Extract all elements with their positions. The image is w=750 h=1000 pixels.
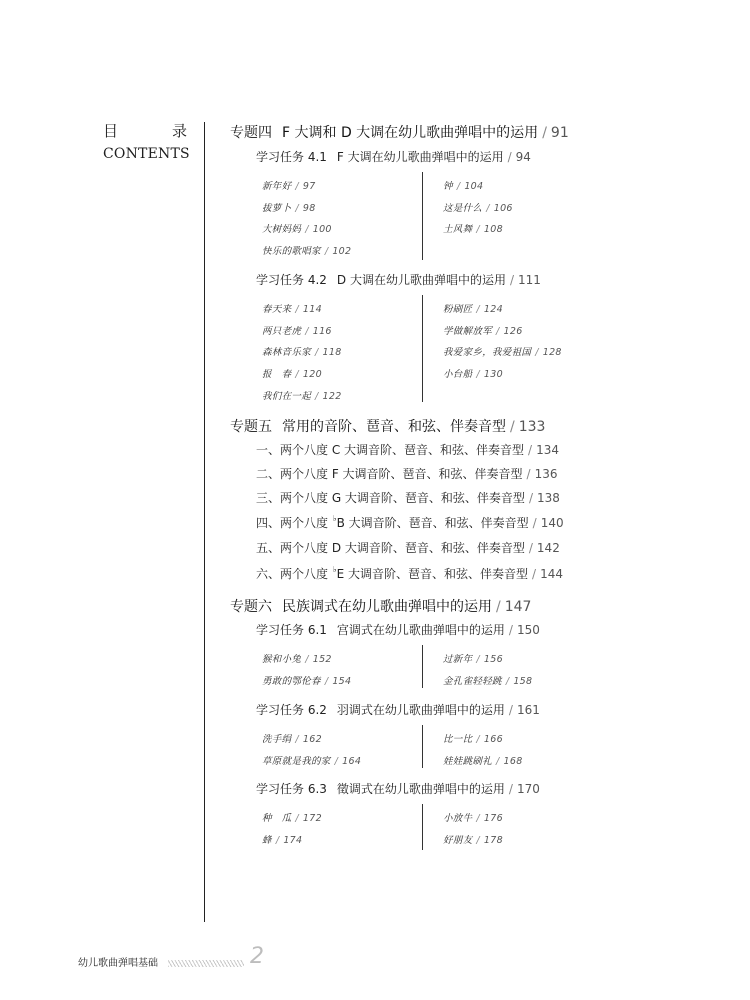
separator: / bbox=[476, 734, 480, 745]
task-label: 学习任务 6.3 bbox=[256, 782, 327, 796]
column-divider bbox=[422, 172, 423, 260]
separator: / bbox=[295, 734, 299, 745]
song-title: 新年好 bbox=[262, 181, 292, 192]
flat-sign: ♭ bbox=[332, 514, 337, 523]
scale-entry[interactable] bbox=[256, 565, 563, 582]
column-divider bbox=[422, 295, 423, 402]
page-number: 104 bbox=[464, 181, 484, 192]
task-title: 徵调式在幼儿歌曲弹唱中的运用 bbox=[336, 782, 505, 796]
song-title: 小台船 bbox=[443, 369, 473, 381]
entry-title: 六、两个八度 bbox=[256, 567, 332, 581]
separator: / bbox=[295, 813, 299, 824]
separator: / bbox=[295, 202, 299, 214]
scale-entry[interactable] bbox=[256, 465, 558, 482]
task-heading[interactable]: 学习任务 4.1 F 大调在幼儿歌曲弹唱中的运用 / 94 bbox=[256, 150, 531, 164]
song-title: 娃娃跳刷礼 bbox=[443, 755, 493, 767]
page-number: 134 bbox=[536, 443, 559, 457]
song-entry[interactable] bbox=[262, 301, 322, 315]
separator: / bbox=[476, 304, 480, 315]
task-heading[interactable]: 学习任务 6.1 宫调式在幼儿歌曲弹唱中的运用 / 150 bbox=[256, 623, 540, 637]
page-number: 147 bbox=[504, 599, 532, 615]
song-title: 学做解放军 bbox=[443, 325, 493, 337]
page-number: 111 bbox=[518, 273, 541, 287]
song-title: 小放牛 bbox=[443, 813, 473, 824]
song-title: 两只老虎 bbox=[262, 325, 302, 337]
separator: / bbox=[476, 813, 480, 824]
page-number: 116 bbox=[312, 325, 332, 337]
song-title: 土风舞 bbox=[443, 224, 473, 236]
song-title: 这是什么 bbox=[443, 202, 483, 214]
page-number: 120 bbox=[302, 369, 322, 381]
song-entry[interactable] bbox=[443, 810, 503, 824]
separator: / bbox=[315, 390, 319, 402]
separator: / bbox=[528, 491, 533, 505]
page-number: 138 bbox=[536, 491, 560, 505]
footer-page-number: 2 bbox=[250, 944, 264, 969]
page-number: 176 bbox=[483, 813, 503, 824]
entry-title-rest: E 大调音阶、琶音、和弦、伴奏音型 bbox=[336, 567, 529, 581]
entry-title: 五、两个八度 D 大调音阶、琶音、和弦、伴奏音型 bbox=[256, 541, 525, 555]
song-title: 过新年 bbox=[443, 654, 473, 665]
scale-entry[interactable] bbox=[256, 514, 564, 531]
separator: / bbox=[324, 675, 329, 687]
column-divider bbox=[422, 804, 423, 850]
separator: / bbox=[305, 325, 309, 337]
task-heading[interactable]: 学习任务 6.3 徵调式在幼儿歌曲弹唱中的运用 / 170 bbox=[256, 782, 540, 796]
song-entry[interactable] bbox=[262, 810, 322, 824]
separator: / bbox=[532, 516, 537, 530]
song-title: 钟 bbox=[443, 181, 453, 192]
task-label: 学习任务 6.1 bbox=[256, 623, 327, 637]
separator: / bbox=[532, 567, 537, 581]
separator: / bbox=[528, 443, 533, 457]
song-entry[interactable] bbox=[443, 200, 513, 214]
song-title: 快乐的歌唱家 bbox=[262, 246, 321, 258]
page-number: 124 bbox=[483, 304, 503, 315]
song-title: 大树妈妈 bbox=[262, 224, 302, 236]
toc-title-right: 录 bbox=[171, 122, 187, 140]
song-entry[interactable] bbox=[262, 344, 342, 358]
column-divider bbox=[422, 645, 423, 688]
page-number: 154 bbox=[332, 675, 352, 687]
separator: / bbox=[305, 654, 309, 665]
page-number: 136 bbox=[534, 467, 558, 481]
song-entry[interactable] bbox=[443, 753, 523, 767]
page-number: 152 bbox=[312, 654, 332, 665]
page-number: 144 bbox=[540, 567, 563, 581]
topic-title: F 大调和 D 大调在幼儿歌曲弹唱中的运用 bbox=[282, 125, 539, 141]
scale-entry[interactable] bbox=[256, 441, 559, 458]
page-number: 156 bbox=[483, 654, 503, 665]
song-title: 洗手绢 bbox=[262, 734, 292, 745]
topic-title: 民族调式在幼儿歌曲弹唱中的运用 bbox=[282, 599, 492, 615]
song-title: 拔萝卜 bbox=[262, 202, 292, 214]
task-title: 羽调式在幼儿歌曲弹唱中的运用 bbox=[336, 703, 505, 717]
entry-title-rest: B 大调音阶、琶音、和弦、伴奏音型 bbox=[336, 516, 529, 530]
song-title: 种 瓜 bbox=[262, 813, 292, 824]
page-number: 97 bbox=[302, 181, 316, 192]
entry-title: 一、两个八度 C 大调音阶、琶音、和弦、伴奏音型 bbox=[256, 443, 525, 457]
song-entry[interactable] bbox=[443, 344, 562, 358]
song-entry[interactable] bbox=[443, 731, 503, 745]
task-title: F 大调在幼儿歌曲弹唱中的运用 bbox=[336, 150, 504, 164]
task-heading[interactable]: 学习任务 6.2 羽调式在幼儿歌曲弹唱中的运用 / 161 bbox=[256, 703, 540, 717]
page-number: 178 bbox=[483, 834, 503, 846]
task-label: 学习任务 6.2 bbox=[256, 703, 327, 717]
page-number: 166 bbox=[483, 734, 503, 745]
separator: / bbox=[305, 224, 309, 236]
flat-sign: ♭ bbox=[332, 565, 337, 574]
separator: / bbox=[275, 834, 280, 846]
task-title: D 大调在幼儿歌曲弹唱中的运用 bbox=[336, 273, 506, 287]
entry-title: 四、两个八度 bbox=[256, 516, 332, 530]
page-number: 91 bbox=[550, 125, 569, 141]
page-number: 140 bbox=[540, 516, 564, 530]
song-entry[interactable] bbox=[262, 200, 316, 214]
topic-label: 专题六 bbox=[230, 599, 272, 615]
topic-label: 专题五 bbox=[230, 419, 272, 435]
vertical-rule bbox=[204, 122, 205, 922]
page-number: 114 bbox=[302, 304, 322, 315]
song-entry[interactable] bbox=[443, 178, 483, 192]
song-entry[interactable] bbox=[262, 673, 351, 687]
page-number: 106 bbox=[493, 202, 513, 214]
song-title: 好朋友 bbox=[443, 834, 473, 846]
topic-heading[interactable]: 专题四 F 大调和 D 大调在幼儿歌曲弹唱中的运用 / 91 bbox=[230, 125, 569, 141]
topic-title: 常用的音阶、琶音、和弦、伴奏音型 bbox=[282, 419, 506, 435]
toc-title-left: 目 bbox=[103, 122, 119, 140]
song-entry[interactable] bbox=[262, 323, 332, 337]
page-number: 133 bbox=[518, 419, 546, 435]
page-number: 168 bbox=[503, 755, 523, 767]
song-entry[interactable] bbox=[443, 651, 503, 665]
song-title: 森林音乐家 bbox=[262, 347, 312, 359]
song-entry[interactable] bbox=[443, 221, 503, 235]
page-number: 150 bbox=[516, 623, 540, 637]
task-title: 宫调式在幼儿歌曲弹唱中的运用 bbox=[336, 623, 505, 637]
page-number: 142 bbox=[536, 541, 560, 555]
topic-heading[interactable]: 专题六 民族调式在幼儿歌曲弹唱中的运用 / 147 bbox=[230, 599, 532, 615]
separator: / bbox=[505, 675, 510, 687]
entry-title: 二、两个八度 F 大调音阶、琶音、和弦、伴奏音型 bbox=[256, 467, 523, 481]
task-label: 学习任务 4.1 bbox=[256, 150, 327, 164]
song-title: 猴和小兔 bbox=[262, 654, 302, 665]
page-number: 128 bbox=[542, 347, 562, 359]
song-entry[interactable] bbox=[443, 366, 503, 380]
separator: / bbox=[456, 181, 461, 192]
separator: / bbox=[295, 369, 299, 381]
song-title: 草原就是我的家 bbox=[262, 755, 331, 767]
task-heading[interactable]: 学习任务 4.2 D 大调在幼儿歌曲弹唱中的运用 / 111 bbox=[256, 273, 541, 287]
separator: / bbox=[295, 304, 299, 315]
song-title: 粉刷匠 bbox=[443, 304, 473, 315]
toc-subtitle: CONTENTS bbox=[103, 146, 190, 162]
topic-label: 专题四 bbox=[230, 125, 272, 141]
song-entry[interactable] bbox=[262, 221, 332, 235]
song-entry[interactable] bbox=[262, 388, 342, 402]
page-number: 172 bbox=[302, 813, 322, 824]
song-title: 勇敢的鄂伦春 bbox=[262, 675, 321, 687]
separator: / bbox=[315, 347, 319, 359]
page-number: 122 bbox=[322, 390, 342, 402]
page-number: 126 bbox=[503, 325, 523, 337]
footer-decoration bbox=[168, 960, 244, 967]
page-number: 94 bbox=[515, 150, 531, 164]
song-entry[interactable] bbox=[262, 832, 302, 846]
song-title: 比一比 bbox=[443, 734, 473, 745]
song-entry[interactable] bbox=[262, 243, 351, 257]
song-entry[interactable] bbox=[262, 753, 361, 767]
page-number: 174 bbox=[283, 834, 303, 846]
song-title: 我们在一起 bbox=[262, 390, 312, 402]
scale-entry[interactable] bbox=[256, 489, 560, 506]
song-title: 金孔雀轻轻跳 bbox=[443, 675, 502, 687]
separator: / bbox=[476, 369, 480, 381]
page-number: 130 bbox=[483, 369, 503, 381]
song-title: 春天来 bbox=[262, 304, 292, 315]
scale-entry[interactable] bbox=[256, 539, 560, 556]
song-entry[interactable] bbox=[443, 301, 503, 315]
song-title: 蜂 bbox=[262, 834, 272, 846]
toc-title bbox=[103, 120, 187, 141]
song-title: 报 春 bbox=[262, 369, 292, 381]
page-number: 170 bbox=[516, 782, 540, 796]
page-number: 100 bbox=[312, 224, 332, 236]
separator: / bbox=[528, 541, 533, 555]
page-number: 118 bbox=[322, 347, 342, 359]
page-number: 108 bbox=[483, 224, 503, 236]
separator: / bbox=[476, 834, 480, 846]
topic-heading[interactable]: 专题五 常用的音阶、琶音、和弦、伴奏音型 / 133 bbox=[230, 419, 546, 435]
footer-book-title: 幼儿歌曲弹唱基础 bbox=[78, 958, 158, 969]
column-divider bbox=[422, 725, 423, 768]
separator: / bbox=[334, 755, 339, 767]
page-number: 102 bbox=[332, 246, 352, 258]
separator: / bbox=[496, 755, 500, 767]
song-entry[interactable] bbox=[262, 651, 332, 665]
page-number: 98 bbox=[302, 202, 316, 214]
song-entry[interactable] bbox=[262, 366, 322, 380]
song-entry[interactable] bbox=[443, 673, 532, 687]
page-number: 161 bbox=[516, 703, 540, 717]
separator: / bbox=[535, 347, 539, 359]
song-entry[interactable] bbox=[262, 731, 322, 745]
separator: / bbox=[496, 325, 500, 337]
page-number: 162 bbox=[302, 734, 322, 745]
page-number: 164 bbox=[342, 755, 362, 767]
song-title: 我爱家乡，我爱祖国 bbox=[443, 347, 532, 359]
separator: / bbox=[526, 467, 531, 481]
separator: / bbox=[324, 246, 329, 258]
song-entry[interactable] bbox=[443, 323, 523, 337]
task-label: 学习任务 4.2 bbox=[256, 273, 327, 287]
entry-title: 三、两个八度 G 大调音阶、琶音、和弦、伴奏音型 bbox=[256, 491, 525, 505]
page-number: 158 bbox=[513, 675, 533, 687]
separator: / bbox=[295, 181, 299, 192]
song-entry[interactable] bbox=[443, 832, 503, 846]
separator: / bbox=[476, 654, 480, 665]
song-entry[interactable] bbox=[262, 178, 316, 192]
separator: / bbox=[476, 224, 480, 236]
separator: / bbox=[486, 202, 490, 214]
